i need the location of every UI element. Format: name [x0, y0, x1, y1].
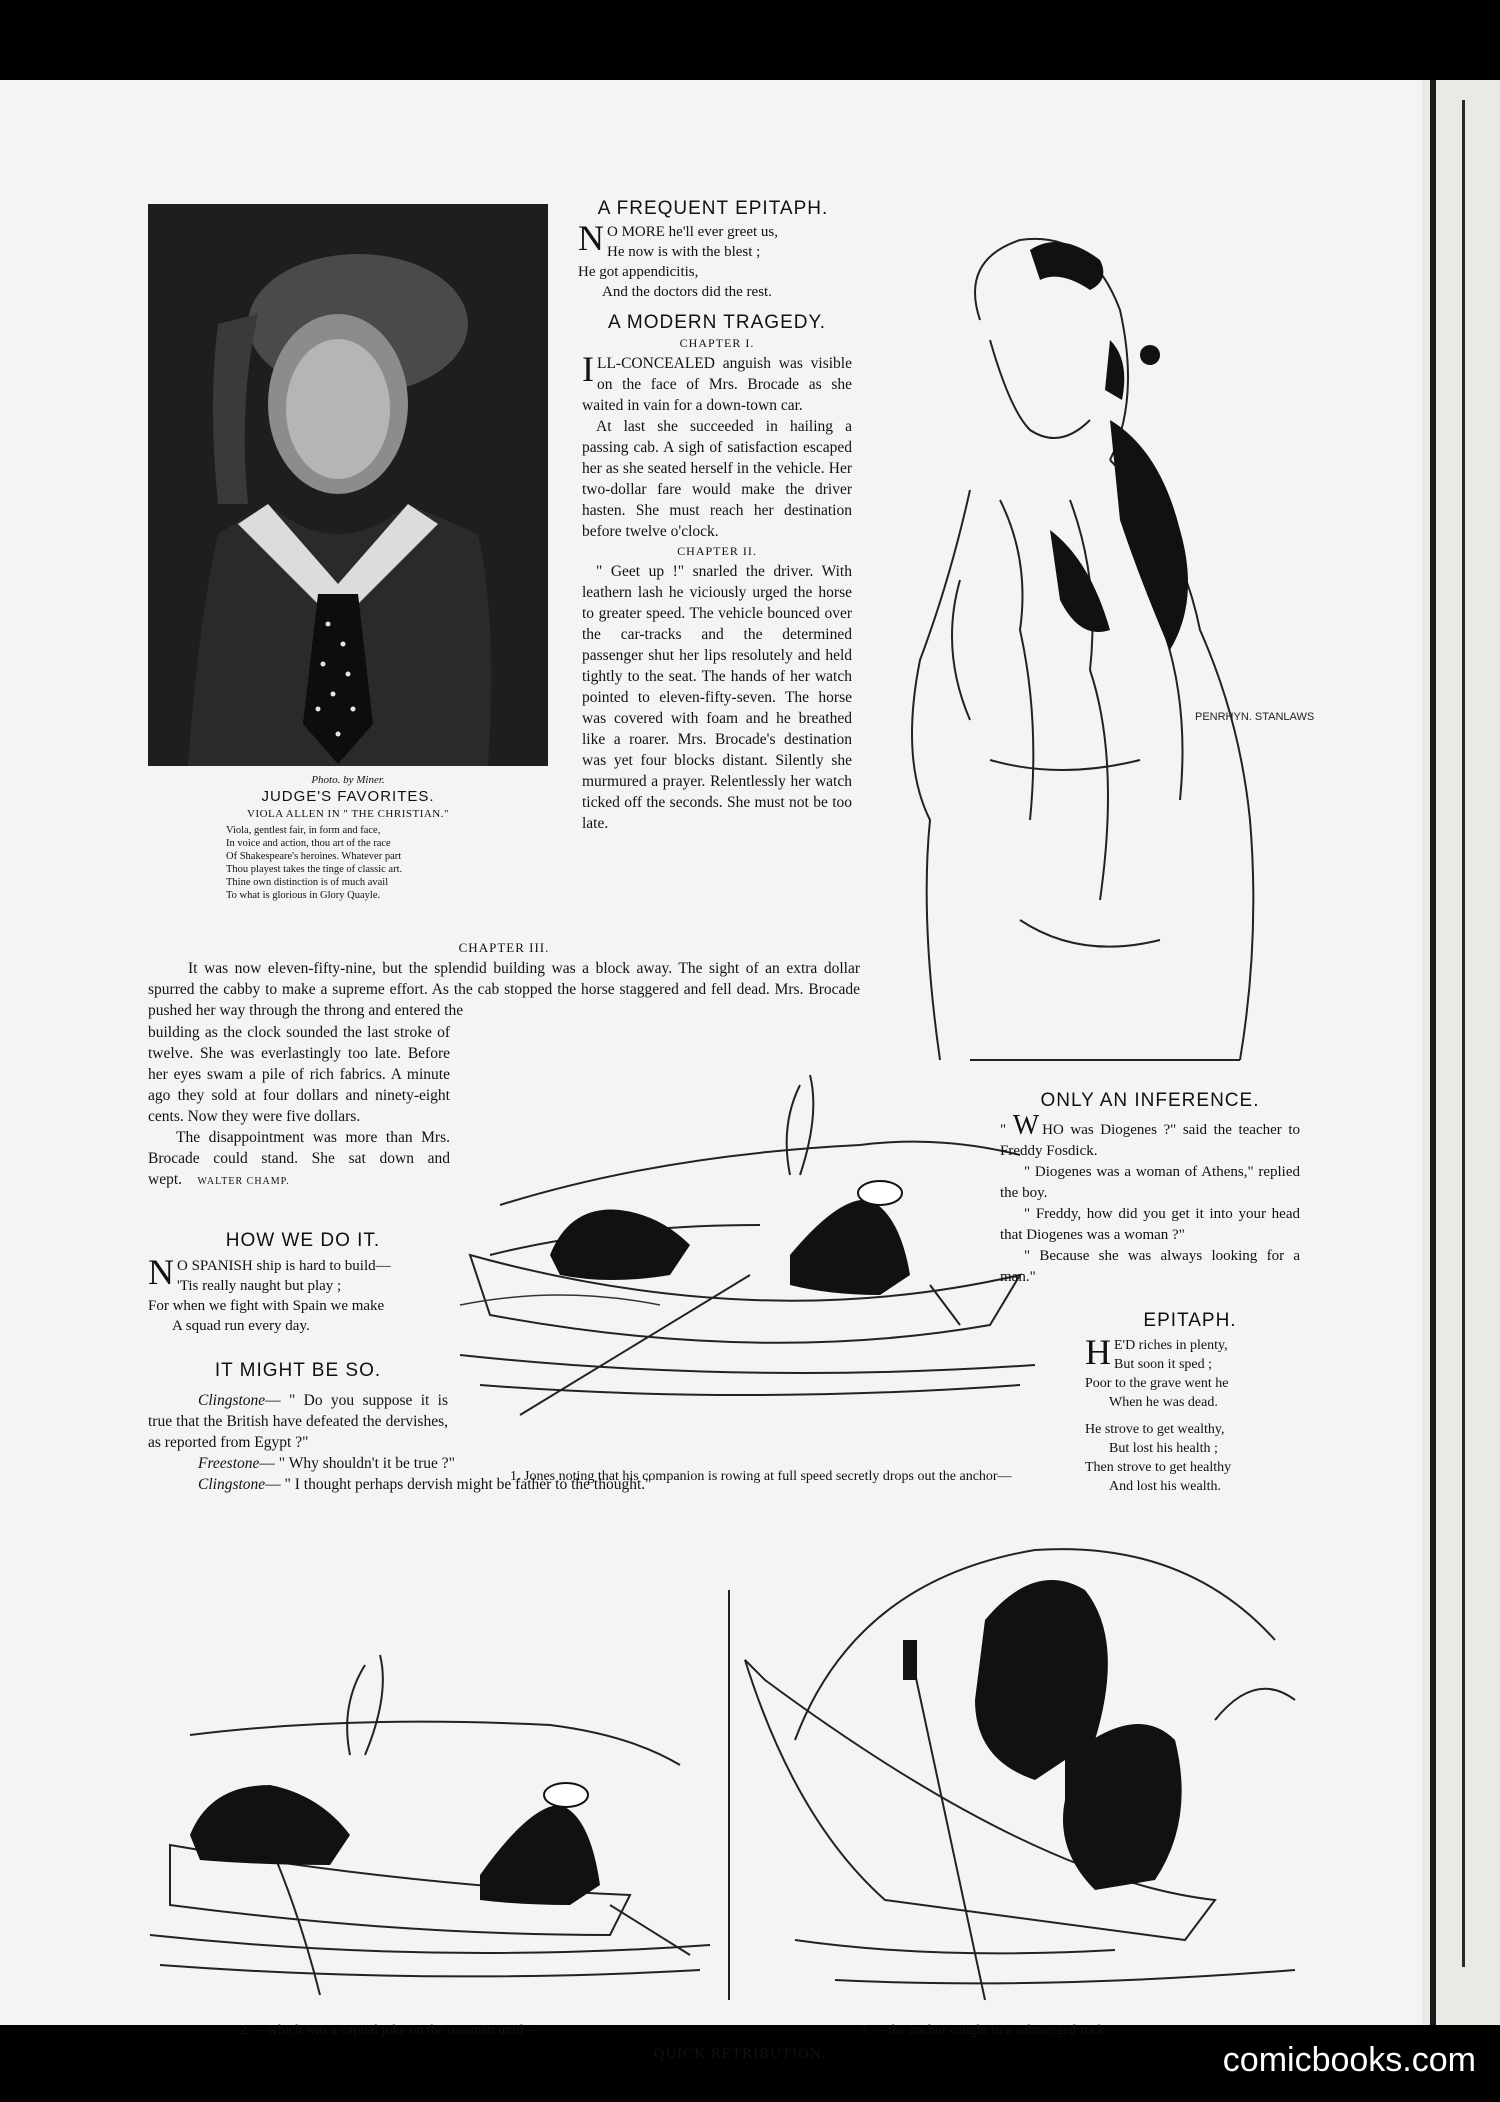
poem-line: For when we fight with Spain we make [148, 1298, 385, 1314]
only-an-inference-title: ONLY AN INFERENCE. [1040, 1090, 1260, 1111]
poem-line: O MORE he'll ever greet us, [607, 224, 778, 240]
illustrator-signature: PENRHYN. STANLAWS [1195, 711, 1315, 723]
chapter-heading: CHAPTER III. [458, 940, 550, 955]
cartoon-panel-3 [735, 1520, 1315, 2010]
dropcap: W [1012, 1110, 1040, 1141]
poem-line: E'D riches in plenty, [1114, 1338, 1228, 1353]
binding-edge [1422, 80, 1500, 2025]
epitaph [1085, 1310, 1295, 1496]
poem-line: But lost his health ; [1109, 1441, 1218, 1456]
speaker-name: Clingstone [198, 1476, 266, 1493]
dialogue-line: — " Why shouldn't it be true ?" [259, 1455, 455, 1472]
only-an-inference [1000, 1090, 1300, 1288]
poem-line: And the doctors did the rest. [602, 284, 772, 300]
dropcap: I [582, 349, 594, 389]
tragedy-paragraph: LL-CONCEALED anguish was visible on the face of Mrs. Brocade as she waited in vain for a down-town car. [582, 355, 852, 414]
chapter-heading: CHAPTER II. [677, 544, 757, 558]
panel-divider [728, 1590, 730, 2000]
dialogue-line: — " Do you suppose it is true that the British have defeated the dervishes, as reported from Egypt ?" [148, 1392, 448, 1451]
modern-tragedy-title: A MODERN TRAGEDY. [608, 312, 826, 333]
how-we-do-it-title: HOW WE DO IT. [225, 1230, 381, 1251]
tragedy-paragraph: building as the clock sounded the last stroke of twelve. She was everlastingly too late. Before her eyes swam a pile of rich fabrics. A minute ago they sold at four dollars and ninety-eight cents. Now they were five dollars. [148, 1024, 450, 1125]
tragedy-paragraph: It was now eleven-fifty-nine, but the splendid building was a block away. The sight of an extra dollar spurred the cabby to make a supreme effort. As the cab stopped the horse staggered and fell dead. Mrs. Brocade pushed her way through the throng and entered the [148, 960, 860, 1019]
photo-caption-block [148, 788, 548, 902]
woman-illustration [860, 200, 1315, 1080]
tragedy-paragraph: At last she succeeded in hailing a passing cab. A sigh of satisfaction escaped her as she seated herself in the vehicle. Her two-dollar fare would make the driver hasten. She must reach her destination before twelve o'clock. [582, 418, 852, 540]
chapter-three [148, 938, 860, 1021]
inference-paragraph: " Diogenes was a woman of Athens," replied the boy. [1000, 1164, 1300, 1201]
panel-2-caption: 2. —which was a capital joke on the oarsman until — [240, 2023, 542, 2038]
dropcap: H [1085, 1332, 1111, 1372]
modern-tragedy [582, 312, 852, 834]
frequent-epitaph [578, 198, 848, 302]
woman-drawing [860, 200, 1315, 1080]
cartoon-title: QUICK RETRIBUTION. [653, 2046, 827, 2062]
panel-1-caption: 1. Jones noting that his companion is rowing at full speed secretly drops out the anchor— [510, 1469, 1012, 1484]
magazine-page [0, 80, 1422, 2062]
cartoon-panel-1 [460, 1025, 1035, 1430]
photo-poem-line: To what is glorious in Glory Quayle. [226, 890, 381, 901]
tragedy-paragraph: " Geet up !" snarled the driver. With leathern lash he viciously urged the horse to greater speed. The vehicle bounced over the car-tracks and the determined passenger shut her lips resolutely and held tightly to the seat. The hands of her watch pointed to eleven-fifty-seven. The horse was covered with foam and he breathed like a roarer. Mrs. Brocade's destination was yet four blocks distant. Silently she murmured a prayer. Relentlessly her watch ticked off the seconds. She must not be too late. [582, 563, 852, 832]
speaker-name: Clingstone [198, 1392, 266, 1409]
author-signature: WALTER CHAMP. [197, 1176, 290, 1187]
poem-line: He got appendicitis, [578, 264, 699, 280]
it-might-be-so-title: IT MIGHT BE SO. [214, 1360, 382, 1381]
poem-line: Then strove to get healthy [1085, 1460, 1232, 1475]
poem-line: But soon it sped ; [1114, 1357, 1213, 1372]
open-quote: " [1000, 1122, 1013, 1138]
inference-paragraph: HO was Diogenes ?" said the teacher to Freddy Fosdick. [1000, 1122, 1301, 1159]
photo-credit: Photo. by Miner. [311, 774, 385, 786]
poem-line: A squad run every day. [172, 1318, 310, 1334]
poem-line: 'Tis really naught but play ; [177, 1278, 342, 1294]
judges-favorites-title: JUDGE'S FAVORITES. [261, 788, 435, 805]
poem-line: Poor to the grave went he [1085, 1376, 1229, 1391]
dialogue-line: — " I thought perhaps dervish might be father to the thought." [265, 1476, 652, 1493]
portrait-photo [148, 204, 548, 766]
rowboat-panel-3-drawing [735, 1520, 1315, 2010]
photo-poem-line: Thine own distinction is of much avail [226, 877, 389, 888]
rowboat-panel-1-drawing [460, 1025, 1035, 1430]
photo-poem-line: In voice and action, thou art of the race [226, 838, 391, 849]
dropcap: N [148, 1252, 174, 1292]
panel-3-caption: 3. —the anchor caught in a submerged rock. [860, 2023, 1109, 2038]
portrait-drawing [148, 204, 548, 766]
frequent-epitaph-title: A FREQUENT EPITAPH. [597, 198, 829, 219]
inference-paragraph: " Because she was always looking for a man." [1000, 1248, 1300, 1285]
speaker-name: Freestone [198, 1455, 260, 1472]
dropcap: N [578, 218, 604, 258]
site-watermark: comicbooks.com [1222, 2041, 1476, 2079]
photo-poem-line: Viola, gentlest fair, in form and face, [226, 825, 381, 836]
tragedy-paragraph: The disappointment was more than Mrs. Brocade could stand. She sat down and wept. [148, 1129, 450, 1188]
inference-paragraph: " Freddy, how did you get it into your head that Diogenes was a woman ?" [1000, 1206, 1300, 1243]
poem-line: He now is with the blest ; [607, 244, 761, 260]
poem-line: When he was dead. [1109, 1395, 1218, 1410]
how-we-do-it [148, 1230, 458, 1336]
it-might-be-so [148, 1360, 448, 1382]
chapter-three-continued [148, 1022, 450, 1192]
epitaph-title: EPITAPH. [1143, 1310, 1237, 1331]
poem-line: He strove to get wealthy, [1085, 1422, 1225, 1437]
cartoon-panel-2 [150, 1615, 710, 2015]
poem-line: O SPANISH ship is hard to build— [177, 1258, 391, 1274]
chapter-heading: CHAPTER I. [679, 336, 755, 350]
photo-poem-line: Of Shakespeare's heroines. Whatever part [226, 851, 402, 862]
rowboat-panel-2-drawing [150, 1615, 710, 2015]
photo-poem-line: Thou playest takes the tinge of classic art. [226, 864, 403, 875]
poem-line: And lost his wealth. [1109, 1479, 1221, 1494]
photo-subtitle: VIOLA ALLEN IN " THE CHRISTIAN." [247, 808, 449, 820]
